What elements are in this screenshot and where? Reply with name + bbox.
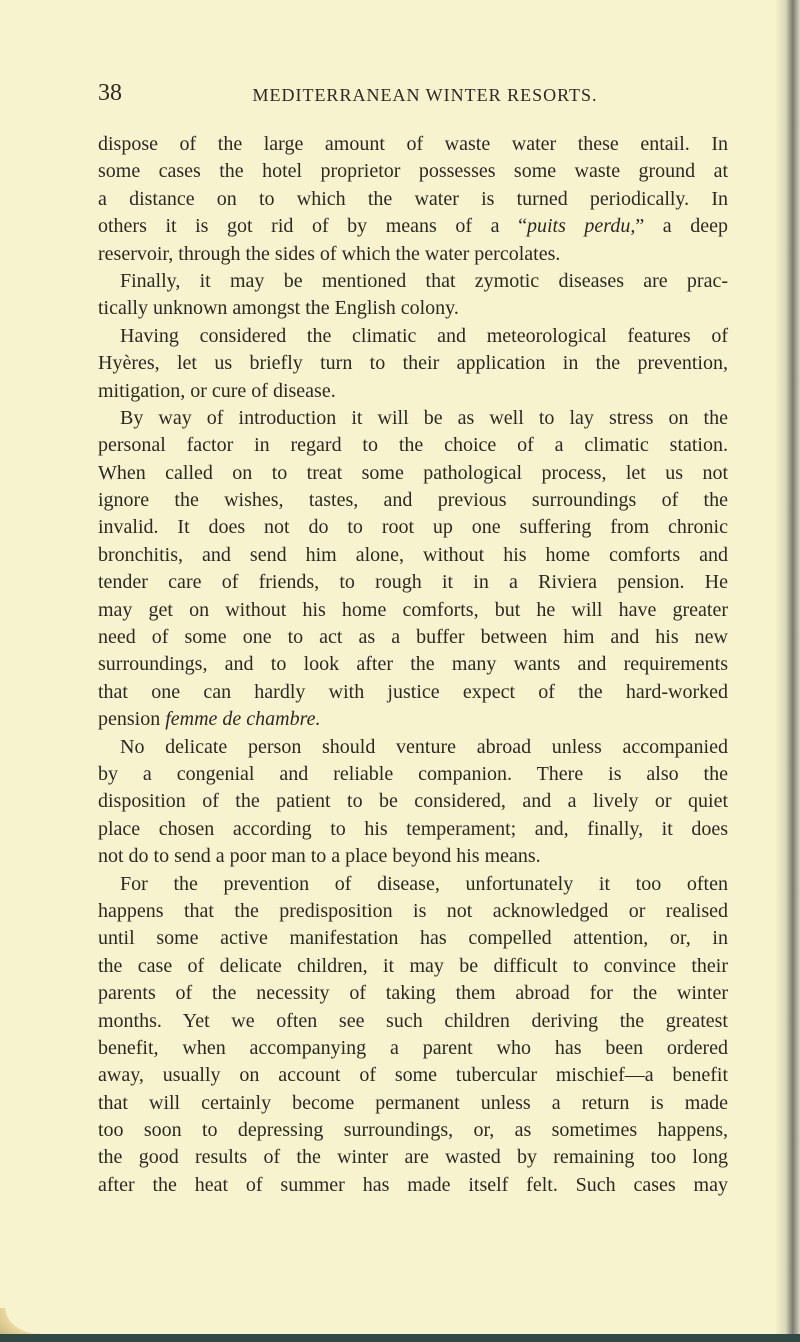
text-line [98, 487, 728, 514]
text-line [98, 186, 728, 213]
text-line-content [120, 325, 728, 347]
line-text: For the prevention of disease, unfortunately it too often [120, 872, 728, 895]
text-line-content [98, 790, 728, 812]
text-line [98, 1117, 728, 1144]
text-line [98, 350, 728, 377]
text-line-content [98, 763, 728, 785]
text-line-content [98, 489, 728, 511]
line-text: that one can hardly with justice expect of the hard-worked [98, 680, 728, 703]
text-line [98, 1172, 728, 1199]
text-line-content [98, 900, 728, 922]
text-line [98, 624, 728, 651]
line-text: tically unknown amongst the English colony. [98, 297, 459, 320]
line-text: ” a deep [635, 215, 728, 238]
text-line [98, 1062, 728, 1089]
text-line-content [98, 1174, 728, 1196]
text-line [98, 788, 728, 815]
text-line [98, 323, 728, 350]
text-line [98, 1035, 728, 1062]
text-line-content [98, 544, 728, 566]
running-header [98, 80, 728, 112]
text-line-content [98, 955, 728, 977]
text-line [98, 734, 728, 761]
text-line [98, 1144, 728, 1171]
body-text [98, 131, 728, 1199]
line-text: away, usually on account of some tubercular mischief—a benefit [98, 1064, 728, 1087]
text-line-content [98, 1092, 728, 1114]
line-text: tender care of friends, to rough it in a Riviera pension. He [98, 571, 728, 594]
line-text: need of some one to act as a buffer between him and his new [98, 626, 728, 649]
line-text: a distance on to which the water is turned periodically. In [98, 187, 728, 210]
text-line-content [98, 845, 541, 867]
text-line [98, 158, 728, 185]
text-line [98, 378, 728, 405]
text-line [98, 569, 728, 596]
text-line [98, 843, 728, 870]
line-text: reservoir, through the sides of which the water percolates. [98, 242, 561, 265]
line-text: Finally, it may be mentioned that zymotic diseases are prac- [120, 269, 728, 292]
text-line-content [98, 1064, 728, 1086]
line-text: until some active manifestation has compelled attention, or, in [98, 927, 728, 950]
text-line [98, 761, 728, 788]
text-line-content [120, 270, 728, 292]
line-text: personal factor in regard to the choice of a climatic station. [98, 434, 728, 457]
text-line-content [98, 626, 728, 648]
text-line-content [98, 297, 459, 319]
text-line [98, 268, 728, 295]
line-text: ignore the wishes, tastes, and previous surroundings of the [98, 489, 728, 512]
line-text: may get on without his home comforts, but he will have greater [98, 598, 728, 621]
text-line-content [98, 818, 728, 840]
text-line [98, 597, 728, 624]
line-text: months. Yet we often see such children deriving the greatest [98, 1009, 728, 1032]
text-line [98, 898, 728, 925]
line-text: happens that the predisposition is not acknowledged or realised [98, 899, 728, 922]
text-line-content [98, 380, 336, 402]
text-line [98, 925, 728, 952]
line-text: bronchitis, and send him alone, without his home comforts and [98, 543, 728, 566]
text-line-content [98, 1010, 728, 1032]
text-line-content [98, 681, 728, 703]
running-title: MEDITERRANEAN WINTER RESORTS. [252, 85, 598, 105]
page-number: 38 [98, 80, 122, 106]
line-text: benefit, when accompanying a parent who has been ordered [98, 1036, 728, 1059]
line-text: too soon to depressing surroundings, or, as sometimes happens, [98, 1119, 728, 1142]
text-line-content [98, 434, 728, 456]
page-edge-shadow [776, 0, 800, 1342]
text-line-content [98, 160, 728, 182]
text-line-content [98, 708, 321, 730]
line-text: When called on to treat some pathological process, let us not [98, 461, 728, 484]
text-line [98, 953, 728, 980]
italic-phrase: puits perdu, [526, 215, 636, 238]
text-line-content [98, 1037, 728, 1059]
text-line-content [98, 516, 728, 538]
italic-phrase: femme de chambre. [165, 708, 321, 731]
line-text: Hyères, let us briefly turn to their application in the prevention, [98, 352, 728, 375]
text-line [98, 816, 728, 843]
text-line [98, 460, 728, 487]
text-line-content [98, 188, 728, 210]
text-line-content [98, 982, 728, 1004]
line-text: some cases the hotel proprietor possesses some waste ground at [98, 160, 728, 183]
line-text: invalid. It does not do to root up one suffering from chronic [98, 516, 728, 539]
line-text: that will certainly become permanent unless a return is made [98, 1091, 728, 1114]
text-line-content [98, 462, 728, 484]
line-text: disposition of the patient to be considered, and a lively or quiet [98, 790, 728, 813]
text-line [98, 213, 728, 240]
text-line [98, 295, 728, 322]
line-text: surroundings, and to look after the many wants and requirements [98, 653, 728, 676]
text-line-content [98, 133, 728, 155]
text-line [98, 514, 728, 541]
text-line [98, 1008, 728, 1035]
text-line [98, 131, 728, 158]
text-line-content [98, 243, 560, 265]
text-line-content [98, 653, 728, 675]
text-line-content [98, 1119, 728, 1141]
text-line-content [98, 927, 728, 949]
text-line [98, 542, 728, 569]
line-text: others it is got rid of by means of a “ [98, 215, 527, 238]
text-line [98, 432, 728, 459]
text-line-content [98, 352, 728, 374]
line-text: by a congenial and reliable companion. There is also the [98, 762, 728, 785]
line-text: after the heat of summer has made itself felt. Such cases may [98, 1173, 728, 1196]
line-text: dispose of the large amount of waste water these entail. In [98, 133, 728, 155]
text-line-content [98, 599, 728, 621]
page-bottom-border [0, 1334, 800, 1342]
line-text: No delicate person should venture abroad unless accompanied [120, 735, 728, 758]
line-text: Having considered the climatic and meteorological features of [120, 324, 728, 347]
text-line [98, 980, 728, 1007]
line-text: place chosen according to his temperament; and, finally, it does [98, 817, 728, 840]
line-text: parents of the necessity of taking them abroad for the winter [98, 982, 728, 1005]
text-line-content [120, 873, 728, 895]
line-text: the case of delicate children, it may be difficult to convince their [98, 954, 728, 977]
text-line [98, 706, 728, 733]
text-line [98, 871, 728, 898]
line-text: pension [98, 708, 166, 731]
text-line [98, 1090, 728, 1117]
text-line-content [120, 407, 728, 429]
text-line-content [120, 736, 728, 758]
text-line [98, 679, 728, 706]
line-text: not do to send a poor man to a place beyond his means. [98, 845, 541, 868]
text-line-content [98, 215, 728, 237]
text-line-content [98, 571, 728, 593]
text-line [98, 651, 728, 678]
text-line [98, 405, 728, 432]
line-text: mitigation, or cure of disease. [98, 379, 336, 402]
line-text: the good results of the winter are wasted by remaining too long [98, 1146, 728, 1169]
text-line [98, 241, 728, 268]
line-text: By way of introduction it will be as well to lay stress on the [120, 406, 728, 429]
text-line-content [98, 1146, 728, 1168]
